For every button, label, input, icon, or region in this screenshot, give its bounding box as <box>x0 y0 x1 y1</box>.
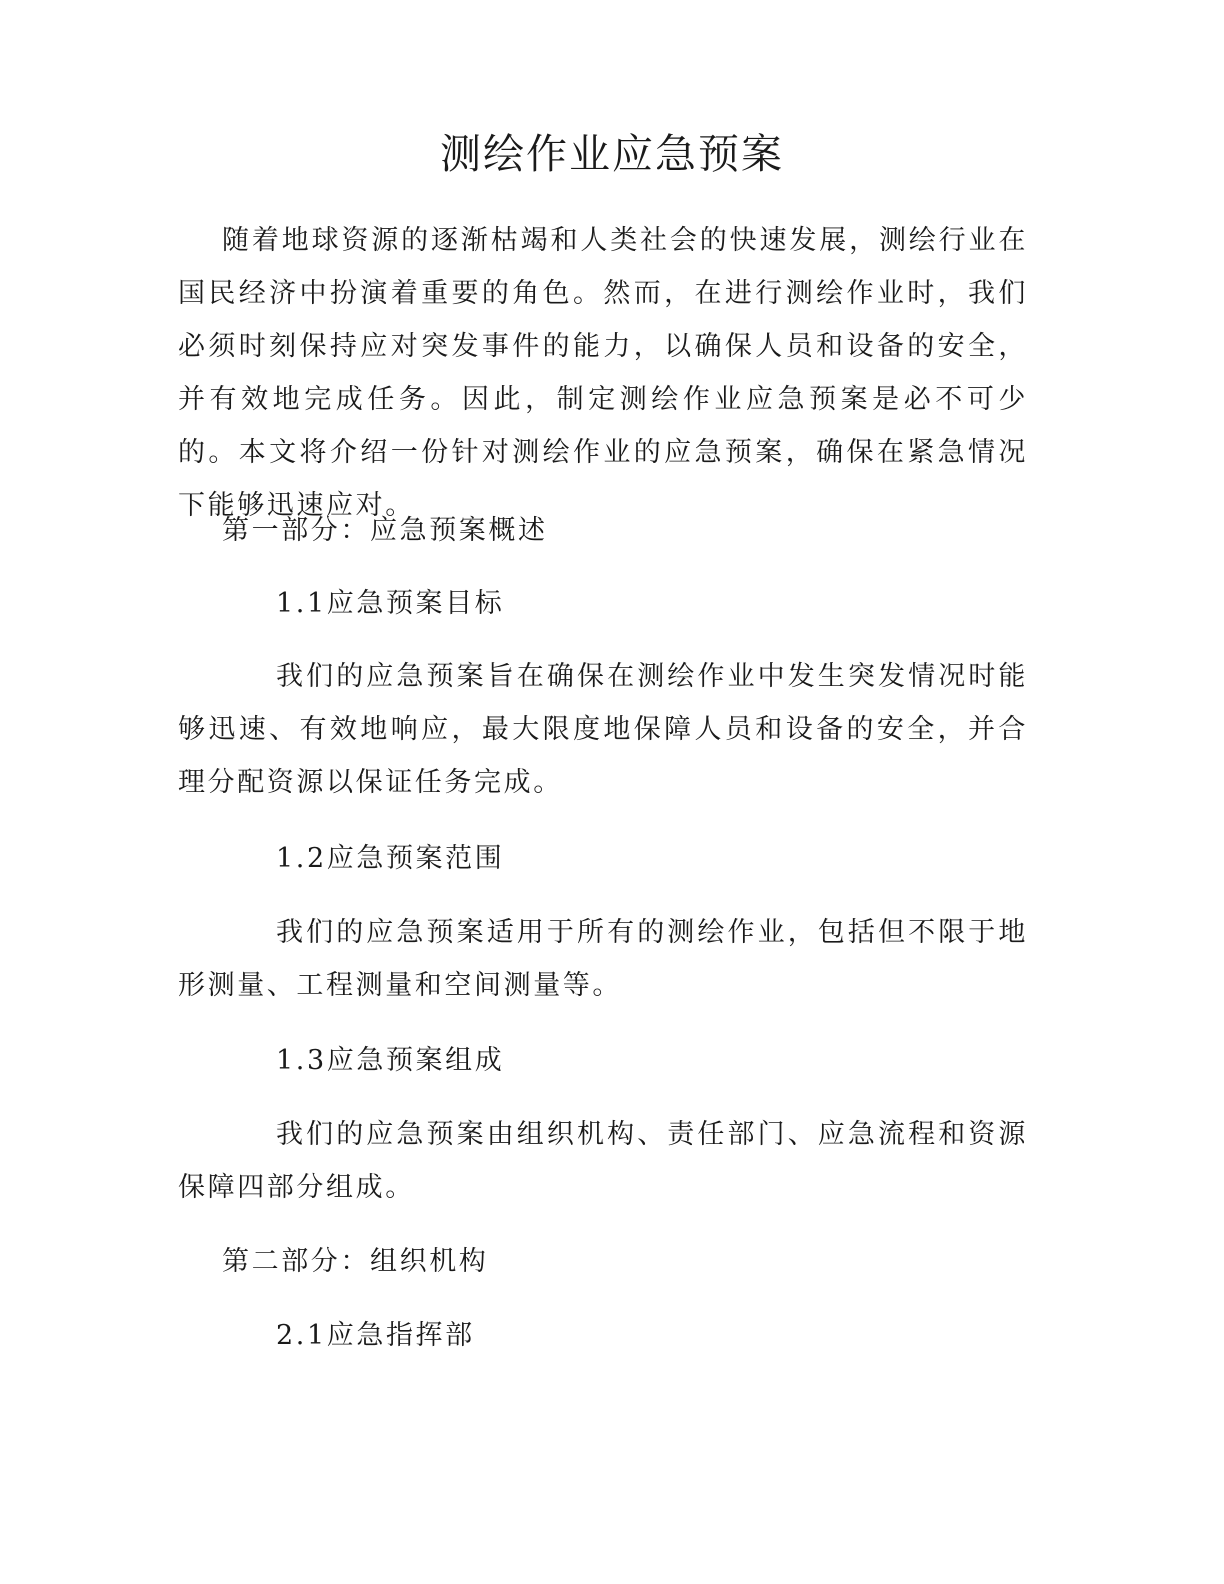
document-title: 测绘作业应急预案 <box>440 130 784 178</box>
section-1-2-paragraph: 我们的应急预案适用于所有的测绘作业，包括但不限于地形测量、工程测量和空间测量等。 <box>178 917 1028 1001</box>
section-1-3-heading: 1.3应急预案组成 <box>276 1045 505 1076</box>
section-1-2-heading: 1.2应急预案范围 <box>276 843 505 874</box>
section-2-1-heading: 2.1应急指挥部 <box>276 1320 475 1351</box>
intro-paragraph: 随着地球资源的逐渐枯竭和人类社会的快速发展，测绘行业在国民经济中扮演着重要的角色。然而，在进行测绘作业时，我们必须时刻保持应对突发事件的能力，以确保人员和设备的安全，并有效地完成任务。因此，制定测绘作业应急预案是必不可少的。本文将介绍一份针对测绘作业的应急预案，确保在紧急情况下能够迅速应对。 <box>178 225 1028 521</box>
section-1-1-heading: 1.1应急预案目标 <box>276 588 505 619</box>
section-1-3-paragraph: 我们的应急预案由组织机构、责任部门、应急流程和资源保障四部分组成。 <box>178 1119 1028 1203</box>
section-1-1-paragraph: 我们的应急预案旨在确保在测绘作业中发生突发情况时能够迅速、有效地响应，最大限度地保障人员和设备的安全，并合理分配资源以保证任务完成。 <box>178 661 1028 798</box>
part2-heading: 第二部分：组织机构 <box>222 1246 489 1277</box>
part1-heading: 第一部分：应急预案概述 <box>222 515 548 546</box>
